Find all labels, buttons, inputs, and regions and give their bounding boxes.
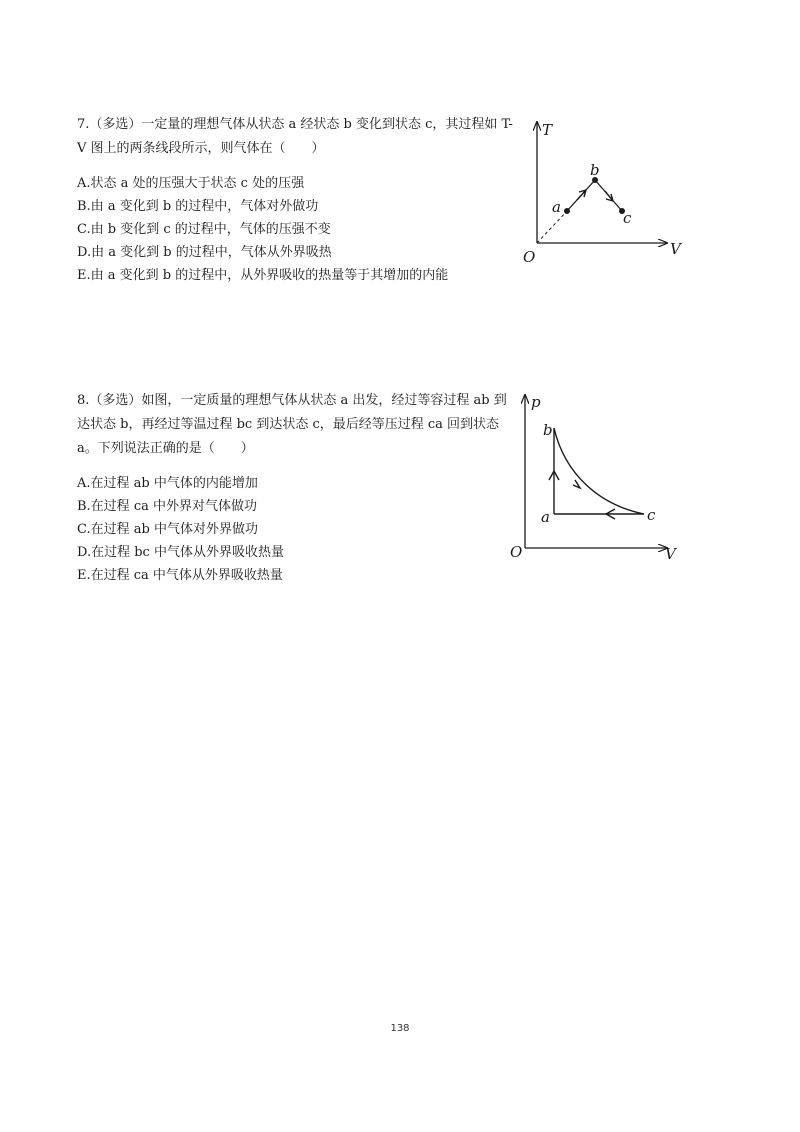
question-7-option-e: E.由 a 变化到 b 的过程中，从外界吸收的热量等于其增加的内能 — [77, 268, 449, 283]
question-8 — [77, 389, 517, 587]
point-b-label: b — [543, 421, 553, 439]
point-c-label: c — [647, 506, 656, 524]
point-a-label: a — [552, 198, 561, 216]
arrow-bc — [605, 191, 613, 201]
v-axis-label: V — [670, 240, 681, 258]
question-8-option-e: E.在过程 ca 中气体从外界吸收热量 — [77, 568, 283, 583]
point-a — [564, 208, 570, 214]
question-8-stem: 8.（多选）如图，一定质量的理想气体从状态 a 出发，经过等容过程 ab 到达状态 b，再经过等温过程 bc 到达状态 c，最后经等压过程 ca 回到状态 a。下列说法正确的是（ ） — [77, 393, 507, 456]
origin-label: O — [510, 543, 523, 561]
arrow-bc — [573, 480, 580, 488]
origin-label: O — [523, 248, 536, 266]
point-c-label: c — [623, 209, 632, 227]
point-a-label: a — [541, 508, 550, 526]
p-axis-label: p — [531, 393, 541, 411]
question-8-options — [77, 472, 517, 587]
curve-bc — [554, 428, 644, 514]
v-axis-label: V — [665, 545, 676, 563]
question-8-option-d: D.在过程 bc 中气体从外界吸收热量 — [77, 545, 284, 560]
question-7-option-a: A.状态 a 处的压强大于状态 c 处的压强 — [77, 176, 305, 191]
tv-diagram — [515, 110, 695, 270]
t-axis-label: T — [542, 121, 553, 139]
question-7-option-c: C.由 b 变化到 c 的过程中，气体的压强不变 — [77, 222, 331, 237]
question-7-option-b: B.由 a 变化到 b 的过程中，气体对外做功 — [77, 199, 319, 214]
arrow-ab — [577, 190, 586, 200]
pv-diagram — [505, 385, 685, 575]
question-8-option-c: C.在过程 ab 中气体对外界做功 — [77, 522, 258, 537]
tv-diagram-svg — [515, 110, 695, 270]
question-7-option-d: D.由 a 变化到 b 的过程中，气体从外界吸热 — [77, 245, 332, 260]
question-8-option-b: B.在过程 ca 中外界对气体做功 — [77, 499, 257, 514]
question-7-stem: 7.（多选）一定量的理想气体从状态 a 经状态 b 变化到状态 c，其过程如 T-V 图上的两条线段所示，则气体在（ ） — [77, 117, 513, 156]
question-7-options — [77, 172, 517, 287]
point-b-label: b — [590, 161, 600, 179]
page-number: 138 — [390, 1023, 410, 1034]
question-7 — [77, 113, 517, 287]
question-8-option-a: A.在过程 ab 中气体的内能增加 — [77, 476, 258, 491]
pv-diagram-svg — [505, 385, 685, 575]
